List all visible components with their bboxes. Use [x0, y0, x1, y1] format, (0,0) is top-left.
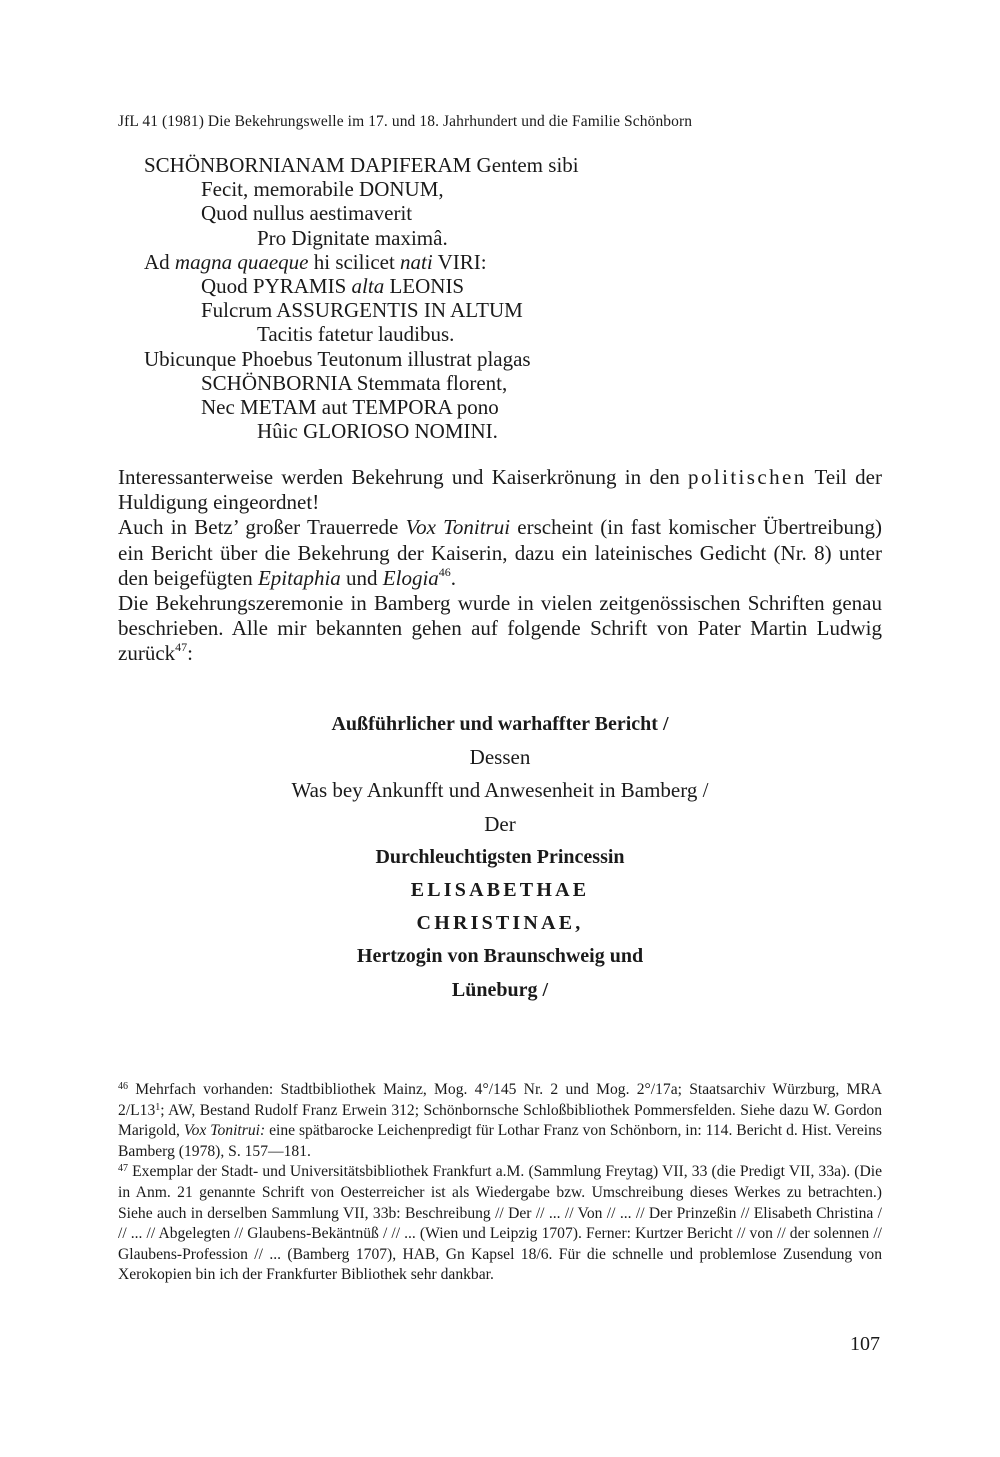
footnote-reference[interactable]: 46: [438, 564, 451, 579]
poem-line: Fulcrum ASSURGENTIS IN ALTUM: [201, 298, 523, 323]
title-line: Durchleuchtigsten Princessin: [375, 845, 625, 868]
poem-line: SCHÖNBORNIANAM DAPIFERAM Gentem sibi: [144, 153, 579, 177]
historical-title-block: [118, 708, 882, 1007]
footnote-46: [118, 1080, 882, 1162]
footnote-italic-text: Vox Tonitrui:: [183, 1122, 266, 1140]
footnote-text: ; AW, Bestand Rudolf Franz Erwein 312; Schönbornsche Schloßbibliothek Pommersfelden. Siehe dazu W. Gordon Marigold,: [118, 1101, 882, 1140]
superscript: 1: [155, 1101, 161, 1113]
poem-text: LEONIS: [384, 274, 465, 299]
footnote-text: Exemplar der Stadt- und Universitätsbibliothek Frankfurt a.M. (Sammlung Freytag) VII, 33 (die Predigt VII, 33a). (Die in Anm. 21 genannte Schrift von Oesterreicher ist als Wiedergabe bzw. Umschreibung dieses Werkes zu betrachten.) Siehe auch in derselben Sammlung VII, 33b: Beschreibung // Der // ... // Von // ... // Der Prinzeßin // Elisabeth Christina / // ... // Abgelegten // Glaubens-Bekäntnüß / // ... (Wien und Leipzig 1707). Ferner: Kurtzer Bericht // von // der solennen // Glaubens-Profession // ... (Bamberg 1707), HAB, Gn Kapsel 18/6. Für die schnelle und problemlose Zusendung von Xerokopien bin ich der Frankfurter Bibliothek sehr dankbar.: [118, 1163, 882, 1284]
footnotes: [118, 1080, 882, 1286]
title-line: Der: [484, 811, 516, 836]
paragraph-text: Interessanterweise werden Bekehrung und Kaiserkrönung in den: [118, 465, 689, 489]
italic-title: Epitaphia: [257, 565, 341, 590]
footnote-number: 46: [118, 1081, 128, 1092]
title-line: ELISABETHAE: [410, 879, 590, 902]
title-line: Was bey Ankunfft und Anwesenheit in Bamberg /: [291, 778, 709, 803]
poem-text: Ad: [144, 249, 175, 274]
poem-italic-text: nati: [400, 249, 433, 274]
italic-title: Elogia: [382, 565, 439, 590]
poem-italic-text: magna quaeque: [174, 249, 309, 274]
title-line: Hertzogin von Braunschweig und: [356, 945, 644, 968]
footnote-47: [118, 1162, 882, 1286]
paragraph-text: Auch in Betz’ großer Trauerrede: [118, 515, 406, 540]
poem-line: Ubicunque Phoebus Teutonum illustrat plagas: [144, 346, 531, 371]
title-line: CHRISTINAE,: [416, 912, 584, 935]
poem-text: Quod PYRAMIS: [201, 274, 352, 299]
footnote-text: Mehrfach vorhanden: Stadtbibliothek Mainz, Mog. 4°/145 Nr. 2 und Mog. 2°/17a; Staatsarchiv Würzburg, MRA 2/L13: [118, 1081, 882, 1119]
poem-line: Fecit, memorabile DONUM,: [201, 177, 444, 202]
paragraph-text: und: [340, 565, 383, 590]
page-number: 107: [850, 1333, 880, 1355]
poem-line: Pro Dignitate maximâ.: [257, 225, 448, 250]
poem-line: Nec METAM aut TEMPORA pono: [201, 395, 499, 420]
paragraph-text: .: [450, 565, 457, 590]
paragraph-text: Teil der Huldigung eingeordnet!: [118, 465, 882, 515]
paragraph-text: Die Bekehrungszeremonie in Bamberg wurde in vielen zeitgenössischen Schriften genau beschrieben. Alle mir bekannten gehen auf folgende Schrift von Pater Martin Ludwig zurück: [118, 591, 882, 666]
body-text: [118, 465, 882, 667]
poem-line: [144, 250, 844, 274]
poem-line: Quod nullus aestimaverit: [201, 201, 413, 226]
running-head: JfL 41 (1981) Die Bekehrungswelle im 17. und 18. Jahrhundert und die Familie Schönborn: [118, 113, 693, 130]
poem-italic-text: alta: [351, 274, 385, 299]
paragraph-text: erscheint (in fast komischer Übertreibung) ein Bericht über die Bekehrung der Kaiserin, dazu ein lateinisches Gedicht (Nr. 8) unter den beigefügten: [118, 515, 882, 590]
spaced-emphasis-text: politischen: [688, 465, 807, 489]
poem-line: Tacitis fatetur laudibus.: [257, 322, 455, 347]
paragraph-text: :: [187, 641, 193, 666]
paragraph: [118, 465, 882, 515]
latin-poem: [144, 153, 844, 443]
footnote-number: 47: [118, 1163, 128, 1175]
poem-line: Hûic GLORIOSO NOMINI.: [257, 419, 498, 444]
footnote-text: eine spätbarocke Leichenpredigt für Lothar Franz von Schönborn, in: 114. Bericht d. Hist. Vereins Bamberg (1978), S. 157—181.: [118, 1122, 882, 1160]
paragraph: [118, 515, 882, 591]
title-line: Außführlicher und warhaffter Bericht /: [331, 713, 669, 735]
poem-text: VIRI:: [432, 249, 487, 274]
paragraph: [118, 591, 882, 667]
italic-title: Vox Tonitrui: [405, 515, 511, 540]
poem-text: hi scilicet: [308, 249, 401, 274]
title-line: Lüneburg /: [451, 978, 549, 1001]
poem-line: SCHÖNBORNIA Stemmata florent,: [201, 370, 508, 395]
footnote-reference[interactable]: 47: [175, 640, 188, 655]
title-line: Dessen: [469, 745, 531, 770]
poem-line: [144, 274, 844, 298]
